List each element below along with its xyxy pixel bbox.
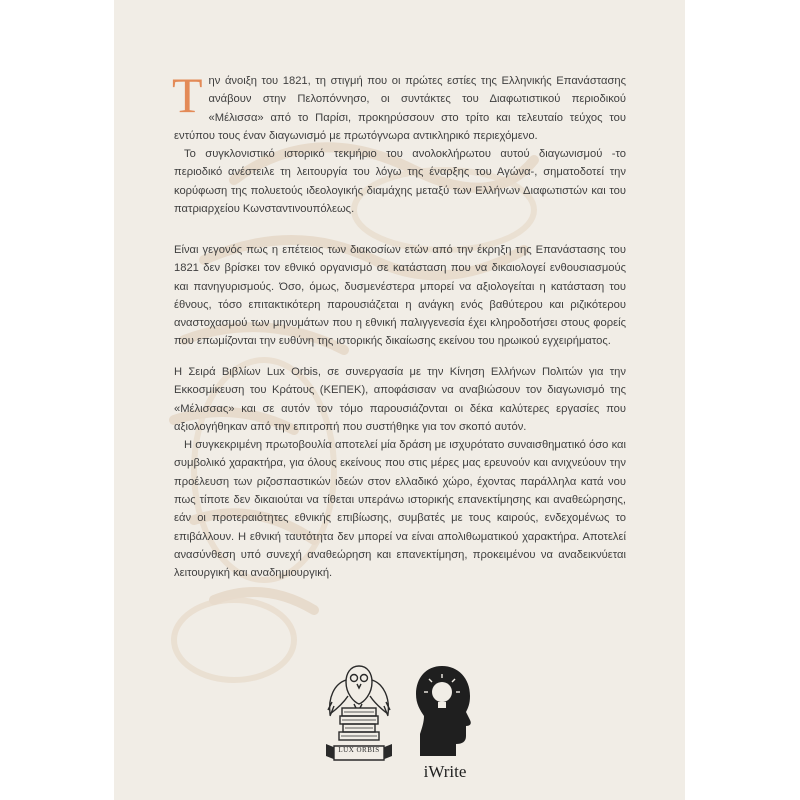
initiative-paragraph-2: Η συγκεκριμένη πρωτοβουλία αποτελεί μία δράση με ισχυρότατο συναισθηματικό όσο και συμβολικό χαρακτήρα, για όλους εκείνους που στις μέρες μας ερευνούν και ανιχνεύουν την προέλευση των ριζοσπαστικών ιδεών στον ελλαδικό χώρο, έχοντας παράλληλα κατά νου πως τίποτε δεν δικαιούται να τίθεται υπεράνω ιστορικής επανεκτίμησης και αναθεώρησης, εάν οι προτεραιότητες εθνικής επιβίωσης, συμβατές με τους καιρούς, ενδεχομένως το επιβάλλουν. Η εθνική ταυτότητα δεν μπορεί να είναι απολιθωματικού χαρακτήρα. Αποτελεί ανασύνθεση υπό συνεχή αναθεώρηση και επανεκτίμηση, προκειμένου να αναδεικνύεται λειτουργική και αναδημιουργική. <box>174 439 626 580</box>
lux-orbis-owl-logo <box>324 652 394 782</box>
publisher-logos <box>114 640 685 790</box>
drop-cap: Τ <box>172 67 203 123</box>
initiative-section <box>174 363 626 583</box>
intro-section <box>172 67 626 218</box>
iwrite-logo <box>410 660 480 780</box>
initiative-paragraph-1: Η Σειρά Βιβλίων Lux Orbis, σε συνεργασία με την Κίνηση Ελλήνων Πολιτών για την Εκκοσμίκευση του Κράτους (ΚΕΠΕΚ), αποφάσισαν να αναβιώσουν τον διαγωνισμό της «Μέλισσας» και σε αυτόν τον τόμο παρουσιάζονται οι δέκα καλύτερες εργασίες που αξιολογήθηκαν από την επιτροπή που συστήθηκε για τον σκοπό αυτόν. <box>174 366 626 433</box>
intro-paragraph-1 <box>172 67 626 145</box>
book-back-cover <box>114 0 685 800</box>
anniversary-section <box>174 241 626 351</box>
lux-orbis-banner-text: LUX ORBIS <box>338 746 380 754</box>
iwrite-wordmark: iWrite <box>423 762 467 781</box>
anniversary-paragraph: Είναι γεγονός πως η επέτειος των διακοσίων ετών από την έκρηξη της Επανάστασης του 1821 δεν βρίσκει τον εθνικό οργανισμό σε κατάσταση που να δικαιολογεί ενθουσιασμούς και πανηγυρισμούς. Όσο, όμως, δυσμενέστερα μπορεί να αξιολογείται η κατάσταση του έθνους, τόσο επιτακτικότερη παρουσιάζεται η ανάγκη ενός βαθύτερου και ριζικότερου αναστοχασμού των μηνυμάτων που η εθνική παλιγγενεσία έχει κληροδοτήσει στους φορείς που επωμίζονται την ευθύνη της ιστορικής δικαίωσης εκείνου του ηρωικού εγχειρήματος. <box>174 244 626 348</box>
head-bulb-icon <box>410 660 480 760</box>
intro-paragraph-1-text: ην άνοιξη του 1821, τη στιγμή που οι πρώτες εστίες της Ελληνικής Επανάστασης ανάβουν στην Πελοπόννησο, οι συντάκτες του Διαφωτιστικού περιοδικού «Μέλισσα» από το Παρίσι, προκηρύσσουν στο τρίτο και τελευταίο τεύχος του εντύπου τους έναν διαγωνισμό με πρωτόγνωρα αντικληρικό περιεχόμενο. <box>174 75 626 142</box>
intro-paragraph-2: Το συγκλονιστικό ιστορικό τεκμήριο του ανολοκλήρωτου αυτού διαγωνισμού -το περιοδικό ανέστειλε τη λειτουργία του λόγω της έναρξης του Αγώνα-, σηματοδοτεί την κορύφωση της πολυετούς ιδεολογικής διαμάχης μεταξύ των Ελλήνων Διαφωτιστών και του πατριαρχείου Κωνσταντινουπόλεως. <box>174 148 626 216</box>
